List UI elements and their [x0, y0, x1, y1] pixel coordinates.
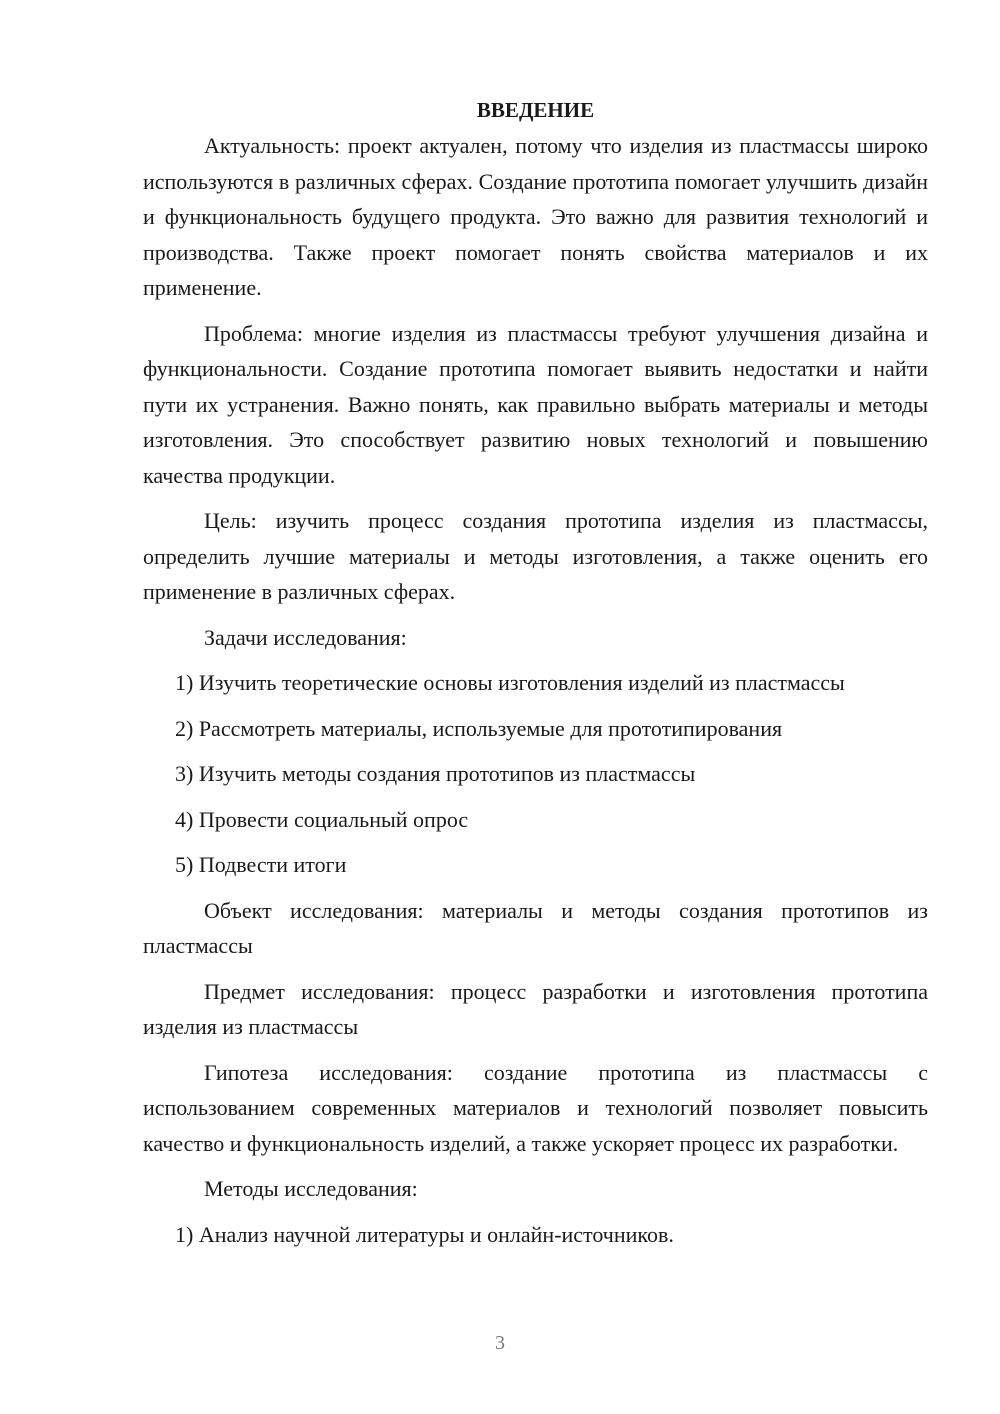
subject-paragraph: Предмет исследования: процесс разработки и изготовления прототипа изделия из пластмассы [143, 978, 928, 1039]
problem-paragraph: Проблема: многие изделия из пластмассы требуют улучшения дизайна и функциональности. Создание прототипа помогает выявить недостатки и найти пути их устранения. Важно понять, как правильно выбрать материалы и методы изготовления. Это способствует развитию новых технологий и повышению качества продукции. [143, 320, 928, 488]
task-item: 2) Рассмотреть материалы, используемые для прототипирования [175, 715, 783, 741]
task-item: 4) Провести социальный опрос [175, 806, 469, 832]
relevance-paragraph: Актуальность: проект актуален, потому что изделия из пластмассы широко используются в различных сферах. Создание прототипа помогает улучшить дизайн и функциональность будущего продукта. Это важно для развития технологий и производства. Также проект помогает понять свойства материалов и их применение. [143, 133, 928, 300]
page-number: 3 [495, 1332, 505, 1354]
method-item: 1) Анализ научной литературы и онлайн-источников. [175, 1221, 674, 1247]
hypothesis-paragraph: Гипотеза исследования: создание прототипа из пластмассы с использованием современных материалов и технологий позволяет повысить качество и функциональность изделий, а также ускоряет процесс их разработки. [143, 1059, 928, 1156]
task-item: 3) Изучить методы создания прототипов из пластмассы [175, 761, 696, 786]
object-paragraph: Объект исследования: материалы и методы создания прототипов из пластмассы [143, 897, 928, 958]
tasks-label: Задачи исследования: [204, 624, 407, 650]
section-title: ВВЕДЕНИЕ [476, 98, 595, 122]
goal-paragraph: Цель: изучить процесс создания прототипа изделия из пластмассы, определить лучшие материалы и методы изготовления, а также оценить его применение в различных сферах. [143, 508, 928, 604]
document-page [143, 93, 928, 1252]
task-item: 5) Подвести итоги [175, 852, 347, 877]
methods-label: Методы исследования: [204, 1176, 418, 1201]
task-item: 1) Изучить теоретические основы изготовления изделий из пластмассы [175, 670, 845, 695]
